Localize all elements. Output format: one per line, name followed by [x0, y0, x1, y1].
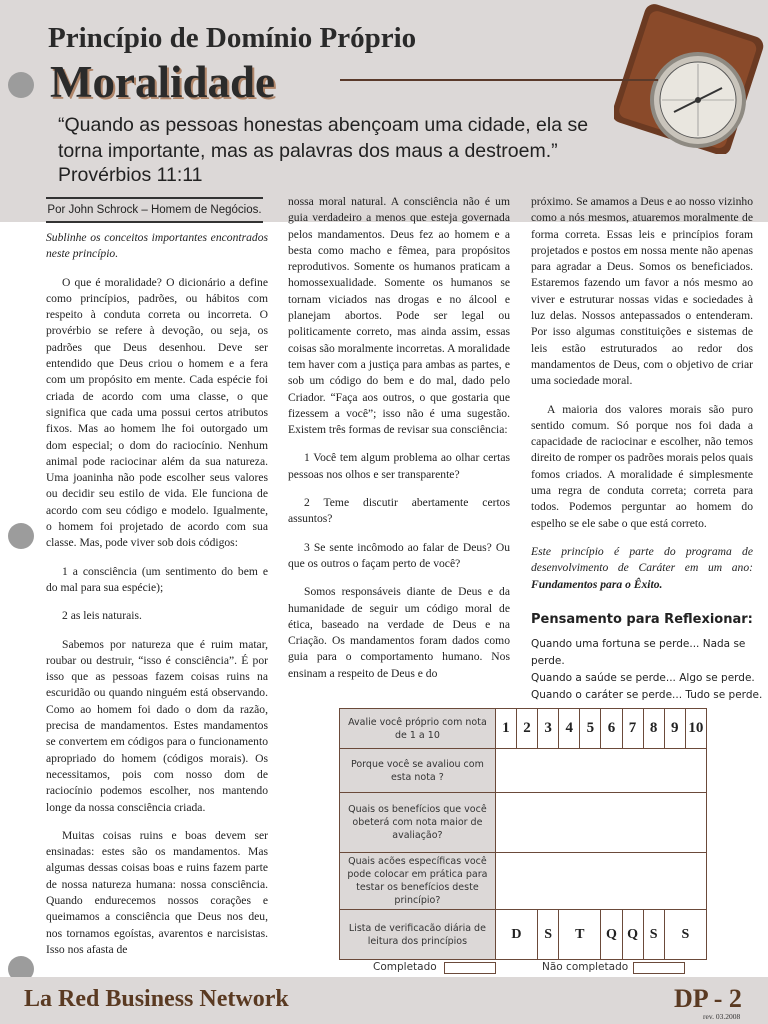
- day-checkbox[interactable]: S: [643, 910, 664, 960]
- page-subtitle: Princípio de Domínio Próprio: [48, 22, 417, 54]
- benefits-question: Quais os benefícios que você obeterá com nota maior de avaliação?: [340, 793, 496, 853]
- reflection-line: Quando o caráter se perde... Tudo se perde.: [531, 689, 763, 701]
- list-item: 3 Se sente incômodo ao falar de Deus? Ou que os outros o façam perto de você?: [288, 540, 510, 570]
- day-checkbox[interactable]: Q: [601, 910, 622, 960]
- rating-option[interactable]: 5: [580, 709, 601, 749]
- benefits-answer-field[interactable]: [495, 793, 706, 853]
- rating-option[interactable]: 1: [495, 709, 516, 749]
- rating-option[interactable]: 7: [622, 709, 643, 749]
- day-checkbox[interactable]: Q: [622, 910, 643, 960]
- checklist-question: Lista de verificacão diária de leitura dos princípios: [340, 910, 496, 960]
- rating-option[interactable]: 9: [664, 709, 685, 749]
- paragraph: próximo. Se amamos a Deus e ao nosso vizinho como a nós mesmos, atuaremos moralmente de forma correta. Essas leis e princípios foram projetados e postos em nossa mente não apenas para agradar a Deus. Somos os beneficiados. Estaremos fazendo um favor a nós mesmo ao viver e estruturar nossas vidas e sociedades à luz delas. Nossos antepassados o entenderam. Por isso algumas constituições e sistemas de leis estão estruturados ao redor dos mandamentos de Deus, com o objetivo de criar uma sociedade moral.: [531, 195, 753, 388]
- paragraph: A maioria dos valores morais são puro sentido comum. Só porque nos foi dada a capacidade de raciocinar e escolher, não temos direito de romper os padrões morais pelos quais fomos criados. A moralidade é simplesmente uma regra de conduta correta; correta para todos. Podemos perguntar ao homem do espelho se ele sabe o que está correto.: [531, 402, 753, 530]
- program-name: Fundamentos para o Êxito.: [531, 577, 663, 591]
- actions-question: Quais acões específicas você pode colocar em prática para testar os benefícios deste princípio?: [340, 853, 496, 910]
- proverb-quote: “Quando as pessoas honestas abençoam uma cidade, ela se torna importante, mas as palavras dos maus a destroem.”: [58, 114, 589, 162]
- program-note-text: Este princípio é parte do programa de desenvolvimento de Caráter em um ano:: [531, 544, 753, 575]
- list-item: 2 Teme discutir abertamente certos assuntos?: [288, 496, 510, 526]
- completed-checkbox[interactable]: [444, 962, 496, 974]
- paragraph: O que é moralidade? O dicionário a define como princípios, padrões, ou hábitos com respeito à conduta correta ou incorreta. O provérbio se refere à devoção, ou seja, os padrões que Deus desenhou. Deve ser entendido que Deus criou o homem e a fera com um propósito em mente. Cada espécie foi criada de acordo com uma classe, o que significa que cada uma possui certos atributos fixos. Mas ao homem lhe foi outorgado um dom especial; o dom do raciocínio. Nenhum animal pode raciocinar além da sua natureza. Uma joaninha não pode escolher seus valores ou decidir seu estilo de vida. Ele funciona de acordo com seu código e modelo. Igualmente, o homem foi projetado de acordo com sua classe. Mas, pode viver sob dois códigos:: [46, 275, 268, 550]
- paragraph: Sabemos por natureza que é ruim matar, roubar ou destruir, “isso é consciência”. É por isso que as pessoas fazem coisas ruins na escuridão ou quando ninguém está observando. Como ao homem foi dado o dom da razão, precisa de mandamentos. Estes mandamentos se convertem em códigos para o funcionamento apropriado do homem (códigos morais). Os necessitamos, pois com nosso dom de raciocínio podemos escolher, nos mantendo longe da nossa consciência criada.: [46, 637, 268, 814]
- hole-punch-icon: [8, 523, 34, 549]
- rating-question: Avalie você próprio com nota de 1 a 10: [340, 709, 496, 749]
- why-answer-field[interactable]: [495, 749, 706, 793]
- list-item: 1 a consciência (um sentimento do bem e do mal para sua espécie);: [46, 564, 268, 594]
- self-evaluation-table: [339, 708, 707, 960]
- reflection-line: perde.: [531, 655, 565, 667]
- list-item: 1 Você tem algum problema ao olhar certas pessoas nos olhos e ser transparente?: [288, 451, 510, 481]
- day-checkbox[interactable]: S: [538, 910, 559, 960]
- paragraph: Somos responsáveis diante de Deus e da humanidade de seguir um código moral de ética, baseado na verdade de Deus e na Criação. Os mandamentos foram dados como guia para o comportamento humano. Nos ensinam a respeito de Deus e do: [288, 585, 510, 680]
- paragraph: Muitas coisas ruins e boas devem ser ensinadas: estes são os mandamentos. Mas algumas dessas coisas boas e ruins fazem parte de nossa natureza humana: nossa consciência. Quando endurecemos nossos corações e queimamos a consciência que Deus nos deu, nos tornamos egoístas, avarentos e narcisistas. Isso nos afasta de: [46, 828, 268, 956]
- hole-punch-icon: [8, 72, 34, 98]
- paragraph: nossa moral natural. A consciência não é um guia verdadeiro a menos que esteja governada pelos mandamentos. Deus fez ao homem e a besta como macho e fêmea, para propósitos reprodutivos. Somente os humanos praticam a homossexualidade. Somente os humanos se tornam viciados nas drogas e no álcool e planejam abortos. Pode ser legal ou politicamente correto, mas ainda assim, essas coisas são moralmente incorretas. A moralidade tem haver com a justiça para ambas as partes, e sob um código do bem e do mal, dado pelo Criador. “Faça aos outros, o que gostaria que fizessem a você”; isso não é uma sugestão. Existem três formas de revisar sua consciência:: [288, 195, 510, 437]
- not-completed-checkbox[interactable]: [633, 962, 685, 974]
- list-item: 2 as leis naturais.: [62, 609, 142, 623]
- article-column-1: [46, 230, 268, 970]
- title-divider: [340, 79, 658, 81]
- instruction-note: Sublinhe os conceitos importantes encontrados neste princípio.: [46, 231, 268, 261]
- article-column-3: [531, 194, 753, 605]
- document-code: DP - 2: [674, 984, 742, 1013]
- reflection-title: Pensamento para Reflexionar:: [531, 612, 753, 627]
- page-title: Moralidade: [50, 57, 275, 107]
- day-checkbox[interactable]: T: [559, 910, 601, 960]
- actions-answer-field[interactable]: [495, 853, 706, 910]
- article-column-2: [288, 194, 510, 694]
- rating-option[interactable]: 2: [516, 709, 537, 749]
- revision-label: rev. 03.2008: [703, 1012, 741, 1021]
- program-note: [531, 544, 753, 593]
- day-checkbox[interactable]: S: [664, 910, 706, 960]
- proverb-reference: Provérbios 11:11: [58, 164, 203, 186]
- rating-option[interactable]: 8: [643, 709, 664, 749]
- not-completed-label: Não completado: [542, 961, 629, 973]
- completed-label: Completado: [373, 961, 437, 973]
- reflection-line: Quando uma fortuna se perde... Nada se: [531, 638, 746, 650]
- rating-option[interactable]: 6: [601, 709, 622, 749]
- rating-option[interactable]: 3: [538, 709, 559, 749]
- day-checkbox[interactable]: D: [495, 910, 537, 960]
- why-question: Porque você se avaliou com esta nota ?: [340, 749, 496, 793]
- byline: Por John Schrock – Homem de Negócios.: [46, 197, 263, 223]
- rating-option[interactable]: 10: [685, 709, 706, 749]
- network-name: La Red Business Network: [24, 986, 289, 1012]
- rating-option[interactable]: 4: [559, 709, 580, 749]
- reflection-line: Quando a saúde se perde... Algo se perde.: [531, 672, 755, 684]
